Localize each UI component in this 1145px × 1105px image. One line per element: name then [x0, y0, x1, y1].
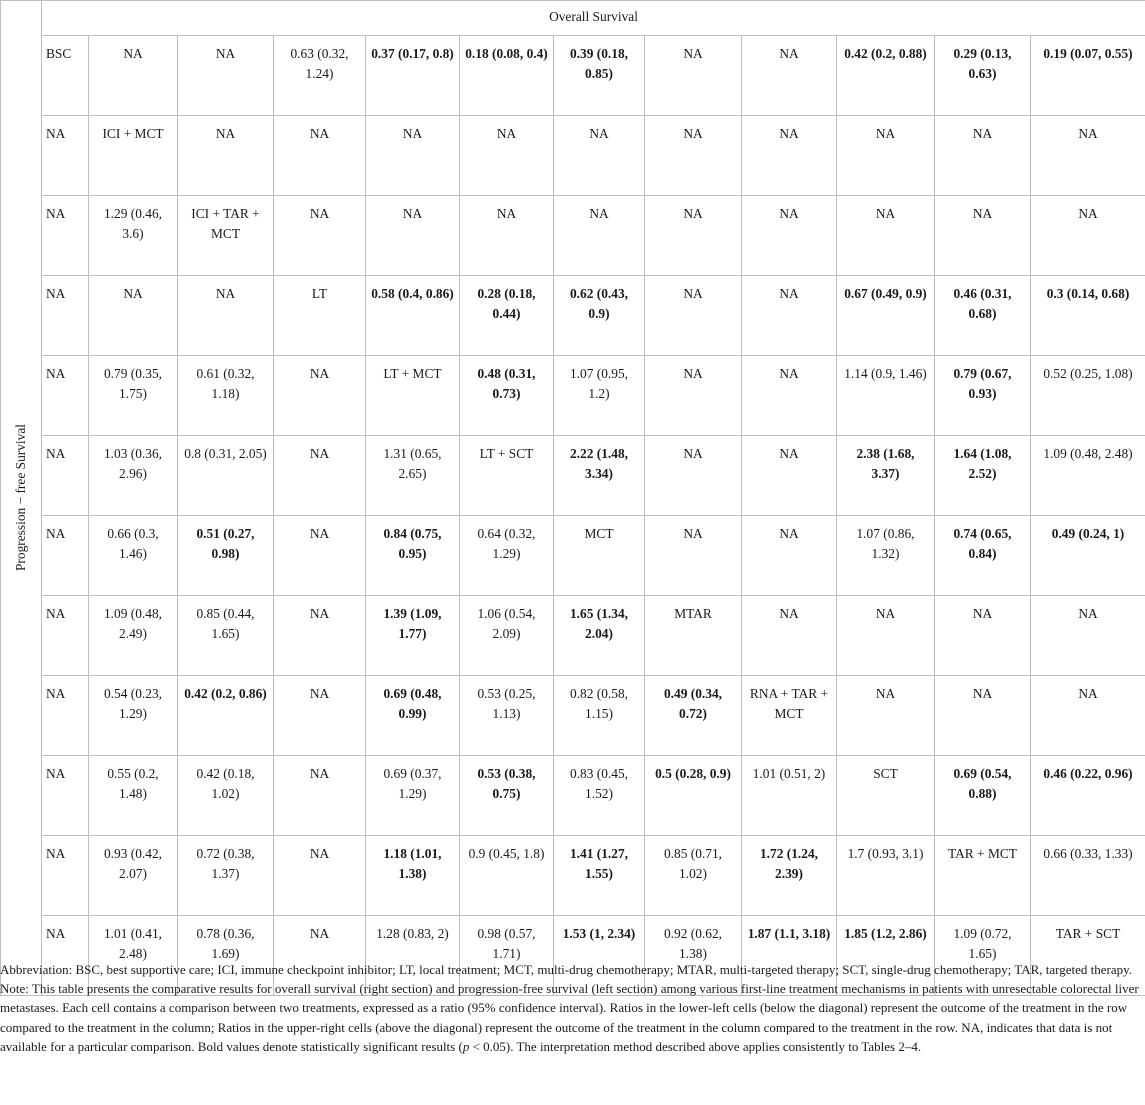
- ratio-cell: NA: [89, 36, 178, 116]
- table-row: [1, 276, 1145, 356]
- ratio-cell: 0.72 (0.38, 1.37): [178, 836, 274, 916]
- ratio-cell: 0.79 (0.35, 1.75): [89, 356, 178, 436]
- ratio-cell: NA: [178, 116, 274, 196]
- ratio-cell: 1.65 (1.34, 2.04): [554, 596, 645, 676]
- ratio-cell: NA: [645, 276, 742, 356]
- side-axis-label: [1, 1, 42, 996]
- ratio-cell: 1.09 (0.48, 2.48): [1031, 436, 1145, 516]
- ratio-cell: 0.8 (0.31, 2.05): [178, 436, 274, 516]
- treatment-label-cell: LT: [274, 276, 366, 356]
- ratio-cell: NA: [837, 196, 935, 276]
- ratio-cell: 0.93 (0.42, 2.07): [89, 836, 178, 916]
- ratio-cell: NA: [742, 516, 837, 596]
- treatment-label-cell: RNA + TAR + MCT: [742, 676, 837, 756]
- ratio-cell: 1.01 (0.51, 2): [742, 756, 837, 836]
- ratio-cell: 0.49 (0.24, 1): [1031, 516, 1145, 596]
- abbreviation-note: Abbreviation: BSC, best supportive care; ICI, immune checkpoint inhibitor; LT, local treatment; MCT, multi-drug chemotherapy; MTAR, multi-targeted therapy; SCT, single-drug chemotherapy; TAR, targeted therapy.: [0, 962, 1133, 977]
- ratio-cell: NA: [1031, 116, 1145, 196]
- ratio-cell: 1.07 (0.95, 1.2): [554, 356, 645, 436]
- ratio-cell: NA: [274, 836, 366, 916]
- ratio-cell: NA: [645, 436, 742, 516]
- ratio-cell: 0.69 (0.48, 0.99): [366, 676, 460, 756]
- ratio-cell: 0.28 (0.18, 0.44): [460, 276, 554, 356]
- ratio-cell: 0.48 (0.31, 0.73): [460, 356, 554, 436]
- ratio-cell: 0.63 (0.32, 1.24): [274, 36, 366, 116]
- ratio-cell: NA: [742, 356, 837, 436]
- ratio-cell: 0.66 (0.3, 1.46): [89, 516, 178, 596]
- ratio-cell: 0.3 (0.14, 0.68): [1031, 276, 1145, 356]
- pfs-label: Progression − free Survival: [13, 424, 29, 572]
- ratio-cell: 0.79 (0.67, 0.93): [935, 356, 1031, 436]
- ratio-cell: 0.69 (0.37, 1.29): [366, 756, 460, 836]
- ratio-cell: NA: [742, 196, 837, 276]
- ratio-cell: NA: [935, 676, 1031, 756]
- ratio-cell: NA: [554, 116, 645, 196]
- ratio-cell: 0.42 (0.2, 0.86): [178, 676, 274, 756]
- ratio-cell: NA: [42, 836, 89, 916]
- table-row: [1, 516, 1145, 596]
- ratio-cell: NA: [645, 516, 742, 596]
- ratio-cell: 0.18 (0.08, 0.4): [460, 36, 554, 116]
- ratio-cell: 0.54 (0.23, 1.29): [89, 676, 178, 756]
- ratio-cell: 1.64 (1.08, 2.52): [935, 436, 1031, 516]
- ratio-cell: NA: [935, 196, 1031, 276]
- ratio-cell: 1.7 (0.93, 3.1): [837, 836, 935, 916]
- ratio-cell: 1.09 (0.72, 1.65): [935, 916, 1031, 996]
- ratio-cell: 1.39 (1.09, 1.77): [366, 596, 460, 676]
- ratio-cell: 0.19 (0.07, 0.55): [1031, 36, 1145, 116]
- ratio-cell: 0.74 (0.65, 0.84): [935, 516, 1031, 596]
- treatment-label-cell: ICI + TAR + MCT: [178, 196, 274, 276]
- table-row: [1, 836, 1145, 916]
- ratio-cell: 2.38 (1.68, 3.37): [837, 436, 935, 516]
- ratio-cell: NA: [42, 516, 89, 596]
- ratio-cell: 0.53 (0.38, 0.75): [460, 756, 554, 836]
- ratio-cell: 0.9 (0.45, 1.8): [460, 836, 554, 916]
- ratio-cell: 0.29 (0.13, 0.63): [935, 36, 1031, 116]
- ratio-cell: 0.46 (0.31, 0.68): [935, 276, 1031, 356]
- ratio-cell: NA: [935, 596, 1031, 676]
- ratio-cell: NA: [837, 596, 935, 676]
- table-row: [1, 676, 1145, 756]
- os-header: Overall Survival: [42, 1, 1145, 36]
- ratio-cell: 0.64 (0.32, 1.29): [460, 516, 554, 596]
- treatment-label-cell: SCT: [837, 756, 935, 836]
- ratio-cell: NA: [742, 436, 837, 516]
- ratio-cell: 1.06 (0.54, 2.09): [460, 596, 554, 676]
- ratio-cell: 0.98 (0.57, 1.71): [460, 916, 554, 996]
- ratio-cell: NA: [645, 356, 742, 436]
- ratio-cell: NA: [178, 36, 274, 116]
- ratio-cell: NA: [274, 196, 366, 276]
- ratio-cell: NA: [366, 196, 460, 276]
- ratio-cell: NA: [42, 356, 89, 436]
- ratio-cell: 0.42 (0.18, 1.02): [178, 756, 274, 836]
- ratio-cell: 0.39 (0.18, 0.85): [554, 36, 645, 116]
- ratio-cell: NA: [742, 276, 837, 356]
- ratio-cell: NA: [742, 596, 837, 676]
- treatment-label-cell: LT + MCT: [366, 356, 460, 436]
- ratio-cell: 1.18 (1.01, 1.38): [366, 836, 460, 916]
- ratio-cell: 0.58 (0.4, 0.86): [366, 276, 460, 356]
- ratio-cell: 0.66 (0.33, 1.33): [1031, 836, 1145, 916]
- ratio-cell: 0.85 (0.44, 1.65): [178, 596, 274, 676]
- ratio-cell: NA: [460, 196, 554, 276]
- ratio-cell: 1.03 (0.36, 2.96): [89, 436, 178, 516]
- ratio-cell: NA: [274, 356, 366, 436]
- ratio-cell: NA: [837, 116, 935, 196]
- table-row: [1, 756, 1145, 836]
- ratio-cell: NA: [837, 676, 935, 756]
- ratio-cell: NA: [274, 516, 366, 596]
- interpretation-note: Note: This table presents the comparative results for overall survival (right section) and progression-free survival (left section) among various first-line treatment mechanisms in patients with unresectable colorectal liver metastases. Each cell contains a comparison between two treatments, expressed as a ratio (95% confidence interval). Ratios in the lower-left cells (below the diagonal) represent the outcome of the treatment in the row compared to the treatment in the column; Ratios in the upper-right cells (above the diagonal) represent the outcome of the treatment in the column compared to the treatment in the row. NA, indicates that data is not available for a particular comparison. Bold values denote statistically significant results (p < 0.05). The interpretation method described above applies consistently to Tables 2–4.: [0, 981, 1139, 1054]
- ratio-cell: 0.52 (0.25, 1.08): [1031, 356, 1145, 436]
- treatment-label-cell: BSC: [42, 36, 89, 116]
- ratio-cell: NA: [742, 116, 837, 196]
- ratio-cell: 1.53 (1, 2.34): [554, 916, 645, 996]
- ratio-cell: NA: [42, 596, 89, 676]
- treatment-label-cell: TAR + MCT: [935, 836, 1031, 916]
- ratio-cell: NA: [178, 276, 274, 356]
- ratio-cell: NA: [42, 196, 89, 276]
- ratio-cell: 1.09 (0.48, 2.49): [89, 596, 178, 676]
- ratio-cell: 1.29 (0.46, 3.6): [89, 196, 178, 276]
- ratio-cell: NA: [460, 116, 554, 196]
- ratio-cell: NA: [366, 116, 460, 196]
- ratio-cell: 0.51 (0.27, 0.98): [178, 516, 274, 596]
- ratio-cell: 0.84 (0.75, 0.95): [366, 516, 460, 596]
- ratio-cell: NA: [274, 596, 366, 676]
- ratio-cell: 0.85 (0.71, 1.02): [645, 836, 742, 916]
- ratio-cell: 0.5 (0.28, 0.9): [645, 756, 742, 836]
- ratio-cell: 1.85 (1.2, 2.86): [837, 916, 935, 996]
- table-row: [1, 196, 1145, 276]
- ratio-cell: NA: [274, 916, 366, 996]
- ratio-cell: NA: [1031, 196, 1145, 276]
- ratio-cell: NA: [935, 116, 1031, 196]
- ratio-cell: NA: [645, 36, 742, 116]
- treatment-label-cell: LT + SCT: [460, 436, 554, 516]
- ratio-cell: 0.67 (0.49, 0.9): [837, 276, 935, 356]
- ratio-cell: 1.72 (1.24, 2.39): [742, 836, 837, 916]
- ratio-cell: NA: [274, 436, 366, 516]
- treatment-label-cell: ICI + MCT: [89, 116, 178, 196]
- treatment-label-cell: TAR + SCT: [1031, 916, 1145, 996]
- ratio-cell: 0.53 (0.25, 1.13): [460, 676, 554, 756]
- treatment-label-cell: MCT: [554, 516, 645, 596]
- ratio-cell: NA: [645, 196, 742, 276]
- ratio-cell: 0.62 (0.43, 0.9): [554, 276, 645, 356]
- ratio-cell: NA: [42, 436, 89, 516]
- ratio-cell: 0.42 (0.2, 0.88): [837, 36, 935, 116]
- ratio-cell: NA: [274, 756, 366, 836]
- ratio-cell: NA: [42, 916, 89, 996]
- table-row: [1, 356, 1145, 436]
- ratio-cell: 0.49 (0.34, 0.72): [645, 676, 742, 756]
- ratio-cell: NA: [42, 116, 89, 196]
- ratio-cell: NA: [742, 36, 837, 116]
- ratio-cell: NA: [554, 196, 645, 276]
- ratio-cell: NA: [42, 276, 89, 356]
- ratio-cell: 0.46 (0.22, 0.96): [1031, 756, 1145, 836]
- ratio-cell: NA: [89, 276, 178, 356]
- ratio-cell: 0.92 (0.62, 1.38): [645, 916, 742, 996]
- table-footnotes: [0, 960, 1140, 1056]
- ratio-cell: 0.82 (0.58, 1.15): [554, 676, 645, 756]
- ratio-cell: NA: [274, 116, 366, 196]
- ratio-cell: 0.61 (0.32, 1.18): [178, 356, 274, 436]
- ratio-cell: 1.87 (1.1, 3.18): [742, 916, 837, 996]
- ratio-cell: 0.69 (0.54, 0.88): [935, 756, 1031, 836]
- ratio-cell: 0.78 (0.36, 1.69): [178, 916, 274, 996]
- ratio-cell: NA: [645, 116, 742, 196]
- table-row: [1, 596, 1145, 676]
- ratio-cell: 1.14 (0.9, 1.46): [837, 356, 935, 436]
- ratio-cell: NA: [1031, 596, 1145, 676]
- ratio-cell: NA: [42, 756, 89, 836]
- ratio-cell: 0.55 (0.2, 1.48): [89, 756, 178, 836]
- table-row: [1, 36, 1145, 116]
- table-row: [1, 436, 1145, 516]
- treatment-label-cell: MTAR: [645, 596, 742, 676]
- ratio-cell: 1.01 (0.41, 2.48): [89, 916, 178, 996]
- ratio-cell: 0.83 (0.45, 1.52): [554, 756, 645, 836]
- ratio-cell: 1.41 (1.27, 1.55): [554, 836, 645, 916]
- ratio-cell: 0.37 (0.17, 0.8): [366, 36, 460, 116]
- ratio-cell: 2.22 (1.48, 3.34): [554, 436, 645, 516]
- ratio-cell: 1.28 (0.83, 2): [366, 916, 460, 996]
- table-row: [1, 116, 1145, 196]
- ratio-cell: NA: [1031, 676, 1145, 756]
- ratio-cell: NA: [42, 676, 89, 756]
- ratio-cell: NA: [274, 676, 366, 756]
- ratio-cell: 1.31 (0.65, 2.65): [366, 436, 460, 516]
- ratio-cell: 1.07 (0.86, 1.32): [837, 516, 935, 596]
